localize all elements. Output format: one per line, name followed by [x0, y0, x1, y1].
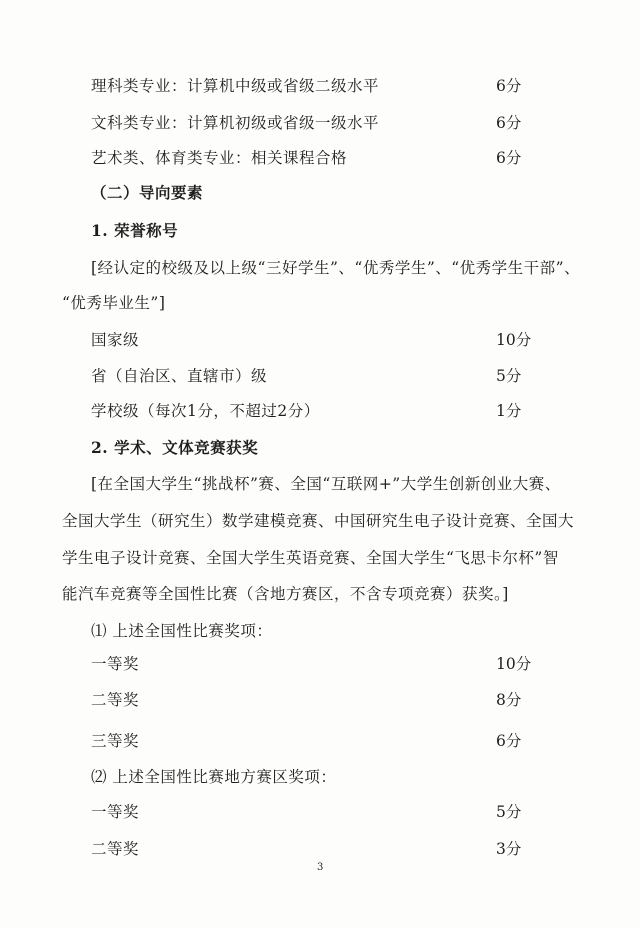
criterion-national-level: 国家级	[91, 331, 140, 349]
award-first-prize-national: 一等奖	[91, 655, 140, 673]
criterion-science-computer: 理科类专业：计算机中级或省级二级水平	[91, 77, 380, 95]
score-third-prize-national: 6分	[496, 732, 522, 750]
note-honor-titles-line1: [经认定的校级及以上级“三好学生”、“优秀学生”、“优秀学生干部”、	[91, 259, 581, 277]
note-honor-titles-line2: “优秀毕业生”]	[62, 294, 166, 312]
score-first-prize-regional: 5分	[496, 803, 522, 821]
score-arts-sports: 6分	[496, 149, 522, 167]
note-competitions-line1: [在全国大学生“挑战杯”赛、全国“互联网+”大学生创新创业大赛、	[91, 475, 561, 493]
subheading-regional-awards: ⑵ 上述全国性比赛地方赛区奖项：	[91, 768, 337, 786]
score-first-prize-national: 10分	[496, 655, 532, 673]
score-second-prize-regional: 3分	[496, 840, 522, 858]
award-first-prize-regional: 一等奖	[91, 803, 140, 821]
note-competitions-line4: 能汽车竞赛等全国性比赛（含地方赛区，不含专项竞赛）获奖。]	[62, 585, 509, 603]
score-national-level: 10分	[496, 331, 532, 349]
criterion-provincial-level: 省（自治区、直辖市）级	[91, 367, 268, 385]
score-second-prize-national: 8分	[496, 691, 522, 709]
page-number: 3	[317, 862, 324, 873]
score-science-computer: 6分	[496, 77, 522, 95]
criterion-liberal-arts-computer: 文科类专业：计算机初级或省级一级水平	[91, 114, 380, 132]
section-heading-guidance-factors: （二）导向要素	[91, 183, 204, 202]
heading-honor-titles: 1. 荣誉称号	[91, 221, 179, 240]
score-provincial-level: 5分	[496, 367, 522, 385]
score-liberal-arts-computer: 6分	[496, 114, 522, 132]
criterion-arts-sports: 艺术类、体育类专业：相关课程合格	[91, 149, 348, 167]
award-third-prize-national: 三等奖	[91, 732, 140, 750]
subheading-national-awards: ⑴ 上述全国性比赛奖项：	[91, 622, 273, 640]
award-second-prize-national: 二等奖	[91, 691, 140, 709]
note-competitions-line2: 全国大学生（研究生）数学建模竞赛、中国研究生电子设计竞赛、全国大	[62, 512, 575, 530]
note-competitions-line3: 学生电子设计竞赛、全国大学生英语竞赛、全国大学生“飞思卡尔杯”智	[62, 549, 559, 567]
score-school-level: 1分	[496, 402, 522, 420]
criterion-school-level: 学校级（每次1分，不超过2分）	[91, 402, 320, 420]
heading-competition-awards: 2. 学术、文体竞赛获奖	[91, 438, 259, 457]
award-second-prize-regional: 二等奖	[91, 840, 140, 858]
